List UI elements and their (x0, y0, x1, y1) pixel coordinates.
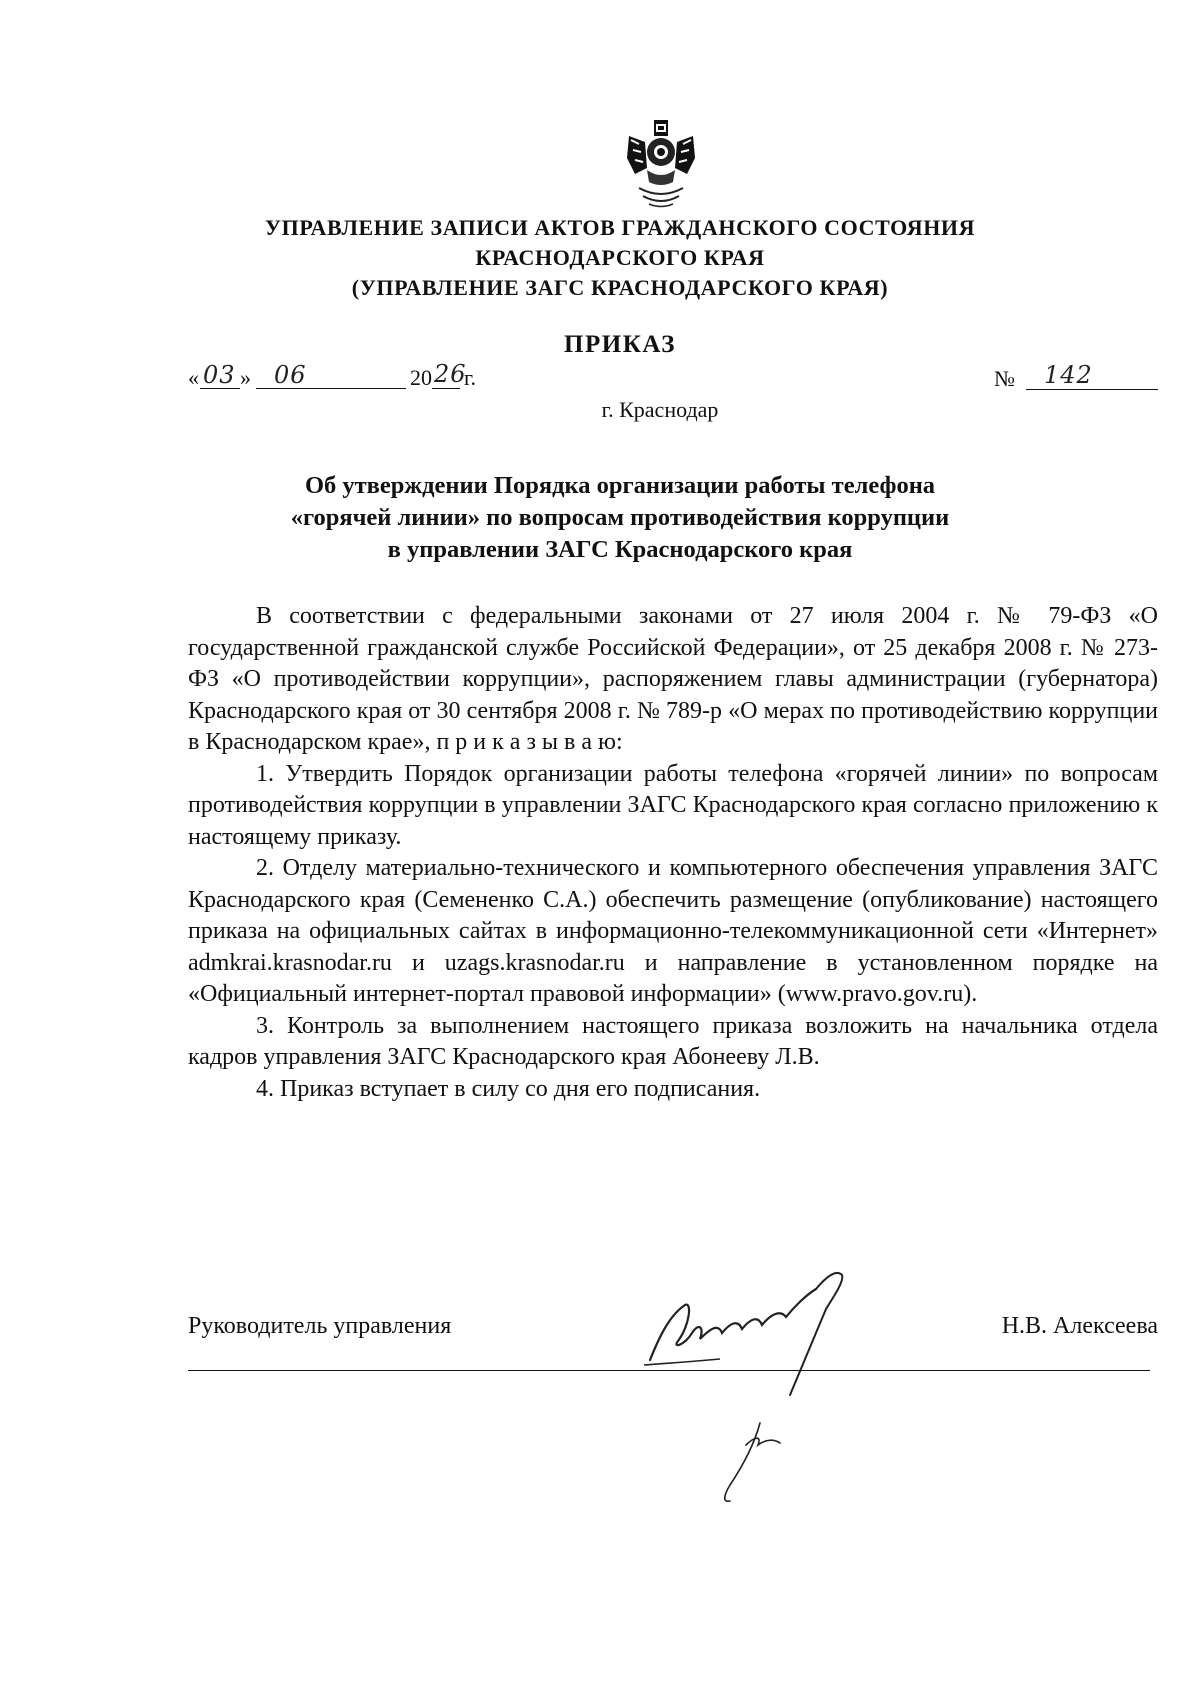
org-name-line1: УПРАВЛЕНИЕ ЗАПИСИ АКТОВ ГРАЖДАНСКОГО СОСТОЯНИЯ (264, 215, 976, 240)
order-item-1: 1. Утвердить Порядок организации работы телефона «горячей линии» по вопросам противодействия коррупции в управлении ЗАГС Краснодарского края согласно приложению к настоящему приказу. (188, 760, 1158, 850)
coat-of-arms-icon (625, 118, 697, 210)
date-month: 06 (274, 361, 307, 389)
subject-line2: «горячей линии» по вопросам противодействия коррупции (290, 504, 950, 531)
signatory-name: Н.В. Алексеева (1001, 1313, 1158, 1339)
org-name-line3: (УПРАВЛЕНИЕ ЗАГС КРАСНОДАРСКОГО КРАЯ) (351, 275, 889, 300)
signatory-role: Руководитель управления (188, 1313, 452, 1339)
date-day: 03 (203, 361, 236, 389)
document-type: ПРИКАЗ (564, 331, 676, 358)
order-date (188, 355, 528, 391)
number-label: № (994, 366, 1015, 391)
subject-line1: Об утверждении Порядка организации работы телефона (304, 472, 936, 499)
date-close-quote: » (240, 365, 251, 390)
order-item-3: 3. Контроль за выполнением настоящего приказа возложить на начальника отдела кадров управления ЗАГС Краснодарского края Абонееву Л.В. (188, 1012, 1158, 1070)
preamble-paragraph: В соответствии с федеральными законами от 27 июля 2004 г. № 79-ФЗ «О государственной гражданской службе Российской Федерации», от 25 декабря 2008 г. № 273-ФЗ «О противодействии коррупции», распоряжением главы администрации (губернатора) Краснодарского края от 30 сентября 2008 г. № 789-р «О мерах по противодействию коррупции в Краснодарском крае», п р и к а з ы в а ю: (188, 603, 1158, 755)
order-subject (250, 470, 990, 566)
city: г. Краснодар (601, 397, 719, 422)
date-year-unit: г. (464, 365, 477, 390)
date-year-prefix: 20 (410, 365, 432, 390)
order-item-4: 4. Приказ вступает в силу со дня его подписания. (256, 1075, 761, 1102)
handwritten-signature-icon (630, 1245, 910, 1525)
order-number (994, 356, 1158, 392)
order-item-2: 2. Отделу материально-технического и компьютерного обеспечения управления ЗАГС Краснодарского края (Семененко С.А.) обеспечить размещение (опубликование) настоящего приказа на официальных сайтах в информационно-телекоммуникационной сети «Интернет» admkrai.krasnodar.ru и uzags.krasnodar.ru и направление в установленном порядке на «Официальный интернет-портал правовой информации» (www.pravo.gov.ru). (188, 855, 1158, 1007)
number-value: 142 (1044, 361, 1093, 389)
order-body (188, 601, 1158, 1105)
org-name-line2: КРАСНОДАРСКОГО КРАЯ (475, 245, 765, 270)
date-year-suffix: 26 (434, 360, 467, 388)
date-open-quote: « (188, 365, 199, 390)
subject-line3: в управлении ЗАГС Краснодарского края (387, 536, 853, 563)
